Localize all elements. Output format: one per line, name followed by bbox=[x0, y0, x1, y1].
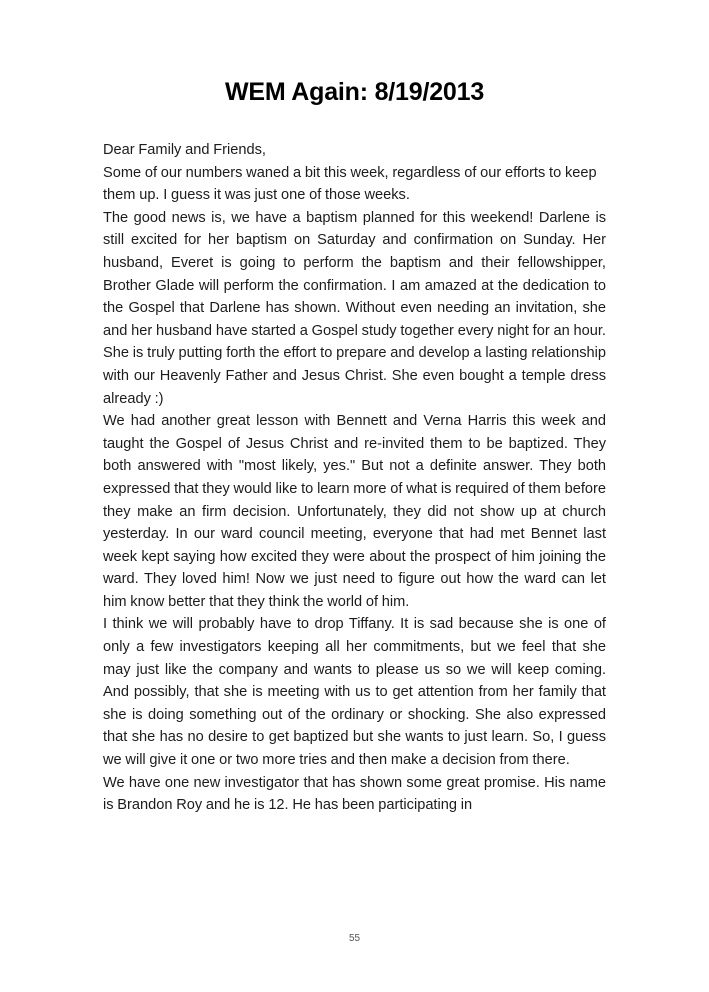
paragraph-bennett-verna: We had another great lesson with Bennett and Verna Harris this week and taught the Gospel of Jesus Christ and re-invited them to be baptized. They both answered with "most likely, yes." But not a definite answer. They both expressed that they would like to learn more of what is required of them before they make an firm decision. Unfortunately, they did not show up at church yesterday. In our ward council meeting, everyone that had met Bennet last week kept saying how excited they were about the prospect of him joining the ward. They loved him! Now we just need to figure out how the ward can let him know better that they think the world of him. bbox=[103, 413, 606, 610]
paragraph-numbers-waned: Some of our numbers waned a bit this week, regardless of our efforts to keep them up. I guess it was just one of those weeks. bbox=[103, 164, 597, 204]
paragraph-salutation: Dear Family and Friends, bbox=[103, 142, 266, 158]
page-number: 55 bbox=[348, 933, 361, 944]
document-body bbox=[103, 107, 606, 817]
paragraph-brandon-roy: We have one new investigator that has shown some great promise. His name is Brandon Roy and he is 12. He has been participating in bbox=[103, 774, 606, 814]
paragraph-tiffany: I think we will probably have to drop Tiffany. It is sad because she is one of only a few investigators keeping all her commitments, but we feel that she may just like the company and wants to please us so we will keep coming. And possibly, that she is meeting with us to get attention from her family that she is doing something out of the ordinary or shocking. She also expressed that she has no desire to get baptized but she wants to just learn. So, I guess we will give it one or two more tries and then make a decision from there. bbox=[103, 616, 606, 769]
page-title: WEM Again: 8/19/2013 bbox=[224, 78, 485, 106]
paragraph-baptism-news: The good news is, we have a baptism planned for this weekend! Darlene is still excited for her baptism on Saturday and confirmation on Sunday. Her husband, Everet is going to perform the baptism and their fellowshipper, Brother Glade will perform the confirmation. I am amazed at the dedication to the Gospel that Darlene has shown. Without even needing an invitation, she and her husband have started a Gospel study together every night for an hour. She is truly putting forth the effort to prepare and develop a lasting relationship with our Heavenly Father and Jesus Christ. She even bought a temple dress already :) bbox=[103, 209, 606, 407]
